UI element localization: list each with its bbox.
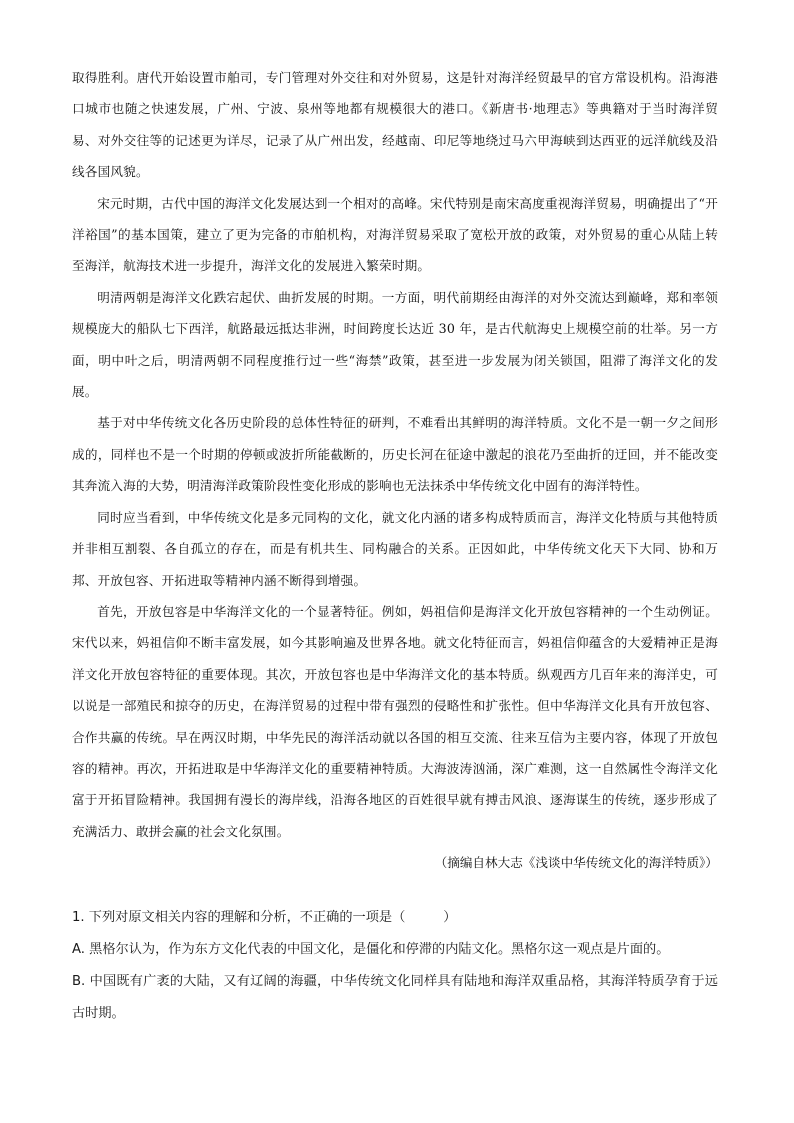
article-paragraph-4: 基于对中华传统文化各历史阶段的总体性特征的研判，不难看出其鲜明的海洋特质。文化不是一朝一夕之间形成的，同样也不是一个时期的停顿或波折所能截断的，历史长河在征途中激起的浪花乃至曲折的迂回，并不能改变其奔流入海的大势，明清海洋政策阶段性变化形成的影响也无法抹杀中华传统文化中固有的海洋特性。 (72, 415, 718, 494)
article-source-citation: （摘编自林大志《浅谈中华传统文化的海洋特质》） (434, 855, 718, 871)
question-stem-close: ） (443, 910, 457, 925)
article-paragraph-3: 明清两朝是海洋文化跌宕起伏、曲折发展的时期。一方面，明代前期经由海洋的对外交流达到巅峰，郑和率领规模庞大的船队七下西洋，航路最远抵达非洲，时间跨度长达近 30 年，是古代航海史上规模空前的壮举。另一方面，明中叶之后，明清两朝不同程度推行过一些“海禁”政策，甚至进一步发展为闭关锁国，阻滞了海洋文化的发展。 (72, 289, 718, 400)
article-body (72, 62, 718, 879)
article-paragraph-2: 宋元时期，古代中国的海洋文化发展达到一个相对的高峰。宋代特别是南宋高度重视海洋贸易，明确提出了“开洋裕国”的基本国策，建立了更为完备的市舶机构，对海洋贸易采取了宽松开放的政策，对外贸易的重心从陆上转至海洋，航海技术进一步提升，海洋文化的发展进入繁荣时期。 (72, 195, 718, 274)
question-block (72, 902, 718, 1030)
article-paragraph-5: 同时应当看到，中华传统文化是多元同构的文化，就文化内涵的诸多构成特质而言，海洋文化特质与其他特质并非相互割裂、各自孤立的存在，而是有机共生、同构融合的关系。正因如此，中华传统文化天下大同、协和万邦、开放包容、开拓进取等精神内涵不断得到增强。 (72, 509, 718, 588)
article-paragraph-1: 取得胜利。唐代开始设置市舶司，专门管理对外交往和对外贸易，这是针对海洋经贸最早的官方常设机构。沿海港口城市也随之快速发展，广州、宁波、泉州等地都有规模很大的港口。《新唐书·地理志》等典籍对于当时海洋贸易、对外交往等的记述更为详尽，记录了从广州出发，经越南、印尼等地绕过马六甲海峡到达西亚的远洋航线及沿线各国风貌。 (72, 70, 718, 180)
article-paragraph-6: 首先，开放包容是中华海洋文化的一个显著特征。例如，妈祖信仰是海洋文化开放包容精神的一个生动例证。宋代以来，妈祖信仰不断丰富发展，如今其影响遍及世界各地。就文化特征而言，妈祖信仰蕴含的大爱精神正是海洋文化开放包容特征的重要体现。其次，开放包容也是中华海洋文化的基本特质。纵观西方几百年来的海洋史，可以说是一部殖民和掠夺的历史，在海洋贸易的过程中带有强烈的侵略性和扩张性。但中华海洋文化具有开放包容、合作共赢的传统。早在两汉时期，中华先民的海洋活动就以各国的相互交流、往来互信为主要内容，体现了开放包容的精神。再次，开拓进取是中华海洋文化的重要精神特质。大海波涛汹涌，深广难测，这一自然属性令海洋文化富于开拓冒险精神。我国拥有漫长的海岸线，沿海各地区的百姓很早就有搏击风浪、逐海谋生的传统，逐步形成了充满活力、敢拼会赢的社会文化氛围。 (72, 603, 718, 839)
question-option-a: A. 黑格尔认为，作为东方文化代表的中国文化，是僵化和停滞的内陆文化。黑格尔这一观点是片面的。 (72, 942, 670, 957)
question-stem (72, 902, 718, 934)
question-stem-text: 1. 下列对原文相关内容的理解和分析，不正确的一项是（ (72, 910, 406, 925)
question-option-b: B. 中国既有广袤的大陆，又有辽阔的海疆，中华传统文化同样具有陆地和海洋双重品格，其海洋特质孕育于远古时期。 (72, 974, 718, 1021)
